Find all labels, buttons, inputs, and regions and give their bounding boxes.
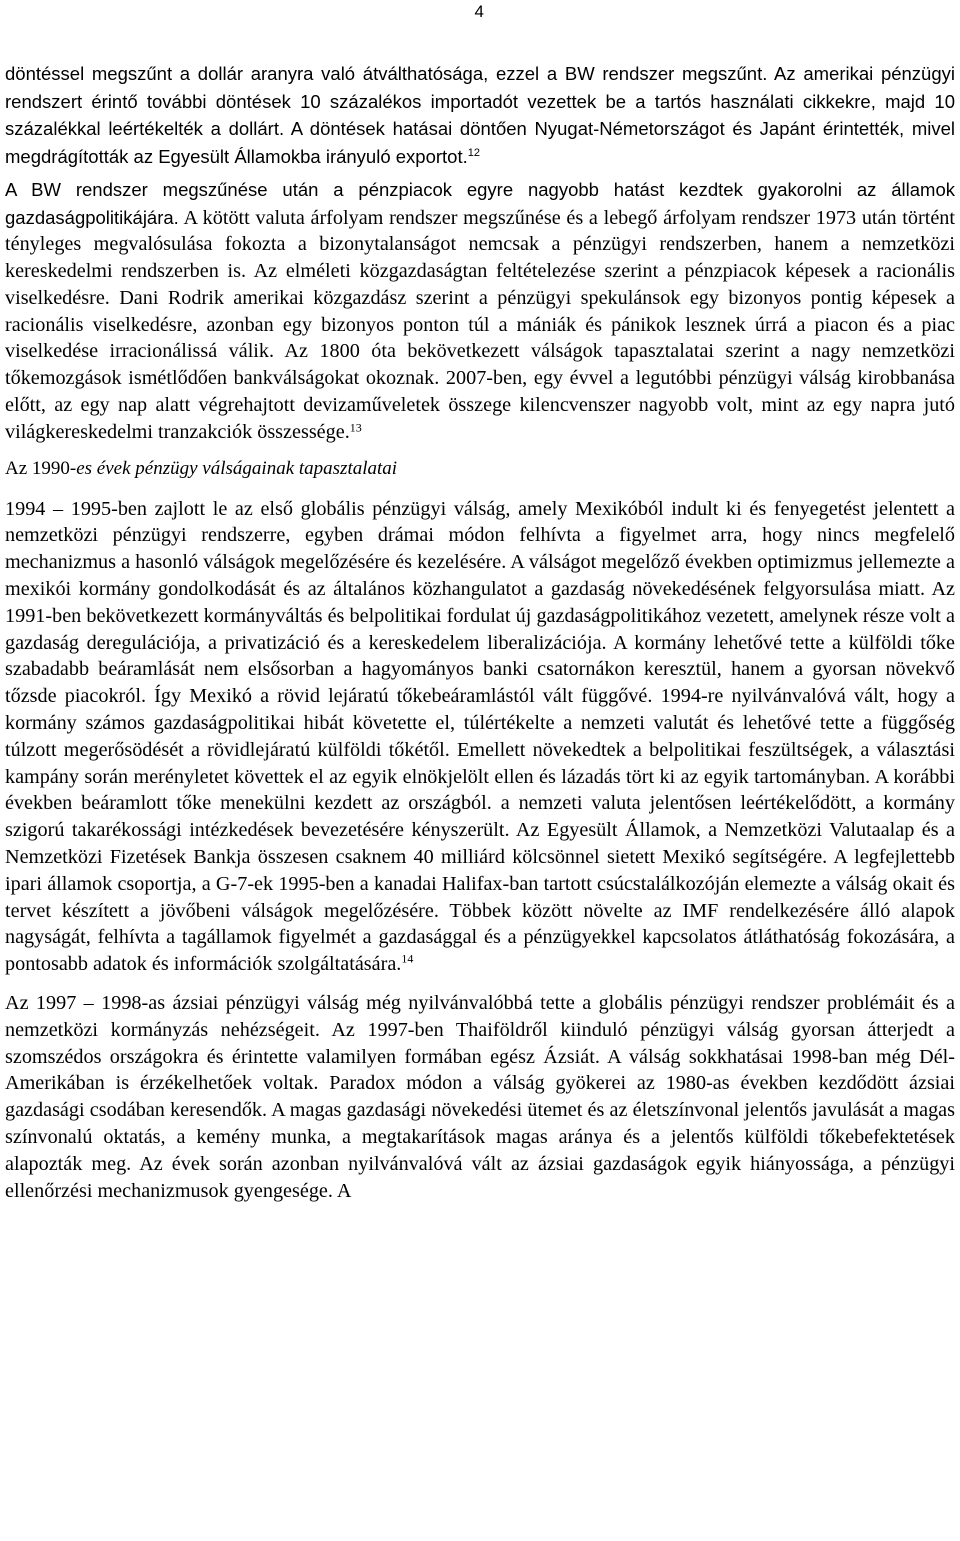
footnote-ref-12: 12 — [467, 146, 480, 159]
paragraph-bw-system-end — [5, 60, 955, 170]
paragraph-asian-crisis — [5, 990, 955, 1204]
footnote-ref-13: 13 — [349, 420, 362, 435]
paragraph-text: döntéssel megszűnt a dollár aranyra való átválthatósága, ezzel a BW rendszer megszűnt. Az amerikai pénzügyi rendszert érintő további döntések 10 százalékos importadót vezettek be a tartós használati cikkekre, majd 10 százalékkal leértékelték a dollárt. A döntések hatásai döntően Nyugat-Németországot és Japánt érintették, mivel megdrágították az Egyesült Államokba irányuló exportot. — [5, 63, 955, 167]
paragraph-financial-markets — [5, 176, 955, 446]
footnote-ref-14: 14 — [401, 951, 414, 966]
paragraph-text: 1994 – 1995-ben zajlott le az első globális pénzügyi válság, amely Mexikóból indult ki és fenyegetést jelentett a nemzetközi pénzügyi rendszerre, egyben drámai módon felhívta a figyelmet arra, hogy nincs megfelelő mechanizmus a hasonló válságok megelőzésére és kezelésére. A válságot megelőző években optimizmus jellemezte a mexikói kormány gondolkodását és az általános közhangulatot a gazdaság növekedésének felgyorsulása miatt. Az 1991-ben bekövetkezett kormányváltás és belpolitikai fordulat új gazdaságpolitikához vezetett, amelynek része volt a gazdaság deregulációja, a privatizáció és a kereskedelem liberalizációja. A kormány lehetővé tette a külföldi tőke szabadabb beáramlását nem elsősorban a hagyományos banki csatornákon keresztül, hanem a gyorsan növekvő tőzsde piacokról. Így Mexikó a rövid lejáratú tőkebeáramlástól vált függővé. 1994-re nyilvánvalóvá vált, hogy a kormány számos gazdaságpolitikai hibát követette el, túlértékelte a nemzeti valutát és lehetővé tette a függőség túlzott megerősödését a rövidlejáratú külföldi tőkétől. Emellett növekedtek a belpolitikai feszültségek, a választási kampány során merényletet követtek el az egyik elnökjelölt ellen és lázadás tört ki az egyik tartományban. A korábbi években beáramlott tőke menekülni kezdett az országból. a nemzeti valuta jelentősen leértékelődött, a kormány szigorú takarékossági intézkedések bevezetésére kényszerült. Az Egyesült Államok, a Nemzetközi Valutaalap és a Nemzetközi Fizetések Bankja összesen csaknem 40 milliárd kölcsönnel sietett Mexikó segítségére. A legfejlettebb ipari államok csoportja, a G-7-ek 1995-ben a kanadai Halifax-ban tartott csúcstalálkozóján elemezte a válság okait és tervet készített a jövőbeni válságok megelőzésére. Többek között növelte az IMF rendelkezésére álló alapok nagyságát, felhívta a tagállamok figyelmét a gazdasággal és a pénzügyekkel kapcsolatos átláthatóság fokozására, a pontosabb adatok és információk szolgáltatására. — [5, 497, 955, 976]
paragraph-text: Az 1997 – 1998-as ázsiai pénzügyi válság még nyilvánvalóbbá tette a globális pénzügyi rendszer problémáit és a nemzetközi kormányzás nehézségeit. Az 1997-ben Thaiföldről kiinduló pénzügyi válság gyorsan átterjedt a szomszédos országokra és érintette valamilyen formában egész Ázsiát. A válság sokkhatásai 1998-ban még Dél-Amerikában is érzékelhetőek voltak. Paradox módon a válság gyökerei az 1980-as években kezdődött ázsiai gazdasági csodában keresendők. A magas gazdasági növekedési ütemet és az életszínvonal jelentős javulását a magas színvonalú oktatás, a kemény munka, a megtakarítások magas aránya és a jelentős külföldi tőkebefektetések alapozták meg. Az évek során azonban nyilvánvalóvá vált az ázsiai gazdaságok egyik hiányossága, a pénzügyi ellenőrzési mechanizmusok gyengesége. A — [5, 992, 955, 1202]
heading-italic: es évek pénzügy válságainak tapasztalatai — [76, 457, 398, 479]
paragraph-text-serif: A kötött valuta árfolyam rendszer megszűnése és a lebegő árfolyam rendszer 1973 után történt tényleges megvalósulása fokozta a bizonytalanságot nemcsak a pénzügyi rendszerben, hanem a nemzetközi kereskedelmi rendszerben is. Az elméleti közgazdaságtan feltételezése szerint a pénzpiacok képesek a racionális viselkedésre. Dani Rodrik amerikai közgazdász szerint a pénzügyi spekulánsok egy bizonyos pontig képesek a racionális viselkedésre, azonban egy bizonyos ponton túl a mániák és pánikok lesznek úrrá a piacon és a piac viselkedése irracionálissá válik. Az 1800 óta bekövetkezett válságok tapasztalatai szerint a nagy nemzetközi tőkemozgások ismétlődően bankválságokat okoznak. 2007-ben, egy évvel a legutóbbi pénzügyi válság kirobbanása előtt, az egy nap alatt végrehajtott devizaműveletek összege kilencvenszer nagyobb volt, mint az egy napra jutó világkereskedelmi tranzakciók összessége. — [5, 206, 955, 443]
paragraph-text-sans: A BW rendszer megszűnése után a pénzpiacok egyre nagyobb hatást kezdtek gyakorolni az államok gazdaságpolitikájára. — [5, 179, 955, 228]
heading-plain: Az 1990- — [5, 457, 77, 479]
section-heading — [5, 456, 955, 482]
paragraph-mexico-crisis — [5, 496, 955, 978]
page-number: 4 — [474, 2, 484, 21]
document-body — [5, 60, 955, 1204]
